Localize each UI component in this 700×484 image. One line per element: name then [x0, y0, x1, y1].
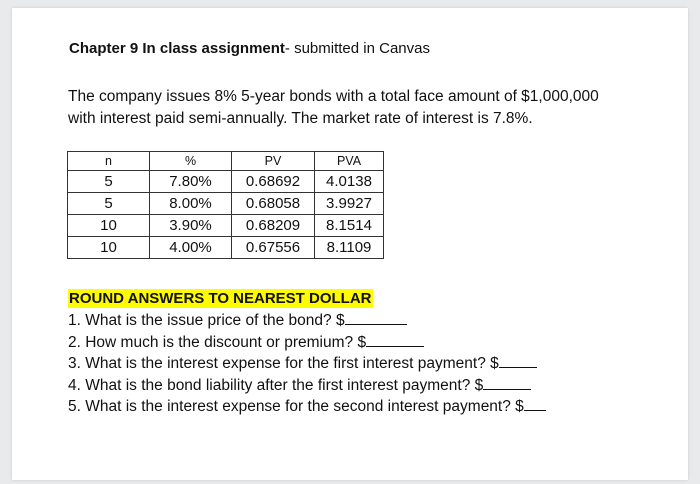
- table-cell: 10: [68, 215, 150, 237]
- header-pv: PV: [232, 152, 315, 171]
- question-item: [68, 310, 546, 332]
- table-row: [68, 215, 384, 237]
- rounding-instruction: ROUND ANSWERS TO NEAREST DOLLAR: [69, 290, 372, 307]
- table-cell: 5: [68, 171, 150, 193]
- problem-statement: The company issues 8% 5-year bonds with a total face amount of $1,000,000 with interest paid semi-annually. The market rate of interest is 7.8%.: [68, 88, 599, 127]
- header-pva: PVA: [315, 152, 384, 171]
- table-header-row: [68, 152, 384, 171]
- table-row: [68, 237, 384, 259]
- question-item: [68, 396, 546, 418]
- table-cell: 4.0138: [315, 171, 384, 193]
- answer-blank[interactable]: [524, 396, 546, 411]
- document-page: [12, 8, 688, 480]
- header-rate: %: [150, 152, 232, 171]
- title-rest: - submitted in Canvas: [284, 40, 430, 57]
- table-cell: 8.1109: [315, 237, 384, 259]
- present-value-table: [67, 151, 384, 259]
- answer-blank[interactable]: [499, 353, 537, 368]
- table-cell: 8.1514: [315, 215, 384, 237]
- table-cell: 8.00%: [150, 193, 232, 215]
- question-text: 4. What is the bond liability after the first interest payment? $: [68, 376, 484, 394]
- answer-blank[interactable]: [345, 310, 407, 325]
- question-text: 3. What is the interest expense for the first interest payment? $: [68, 355, 499, 372]
- table-cell: 0.68209: [232, 215, 315, 237]
- table-cell: 10: [68, 237, 150, 259]
- table-cell: 5: [68, 193, 150, 215]
- title-bold: Chapter 9 In class assignment: [69, 40, 285, 57]
- question-list: [68, 310, 546, 418]
- question-item: [68, 375, 546, 397]
- table-cell: 7.80%: [150, 171, 232, 193]
- table-cell: 0.68058: [232, 193, 315, 215]
- question-text: 2. How much is the discount or premium? $: [68, 333, 367, 351]
- question-text: 1. What is the issue price of the bond? $: [68, 312, 345, 329]
- answer-blank[interactable]: [366, 332, 424, 347]
- table-cell: 3.90%: [150, 215, 232, 237]
- table-row: [68, 193, 384, 215]
- question-text: 5. What is the interest expense for the second interest payment? $: [68, 398, 524, 415]
- header-n: n: [68, 152, 150, 171]
- question-item: [68, 332, 546, 354]
- page-title: [69, 40, 430, 57]
- question-item: [68, 353, 546, 375]
- answer-blank[interactable]: [483, 375, 531, 390]
- table-cell: 4.00%: [150, 237, 232, 259]
- table-cell: 0.67556: [232, 237, 315, 259]
- table-row: [68, 171, 384, 193]
- table-cell: 3.9927: [315, 193, 384, 215]
- table-cell: 0.68692: [232, 171, 315, 193]
